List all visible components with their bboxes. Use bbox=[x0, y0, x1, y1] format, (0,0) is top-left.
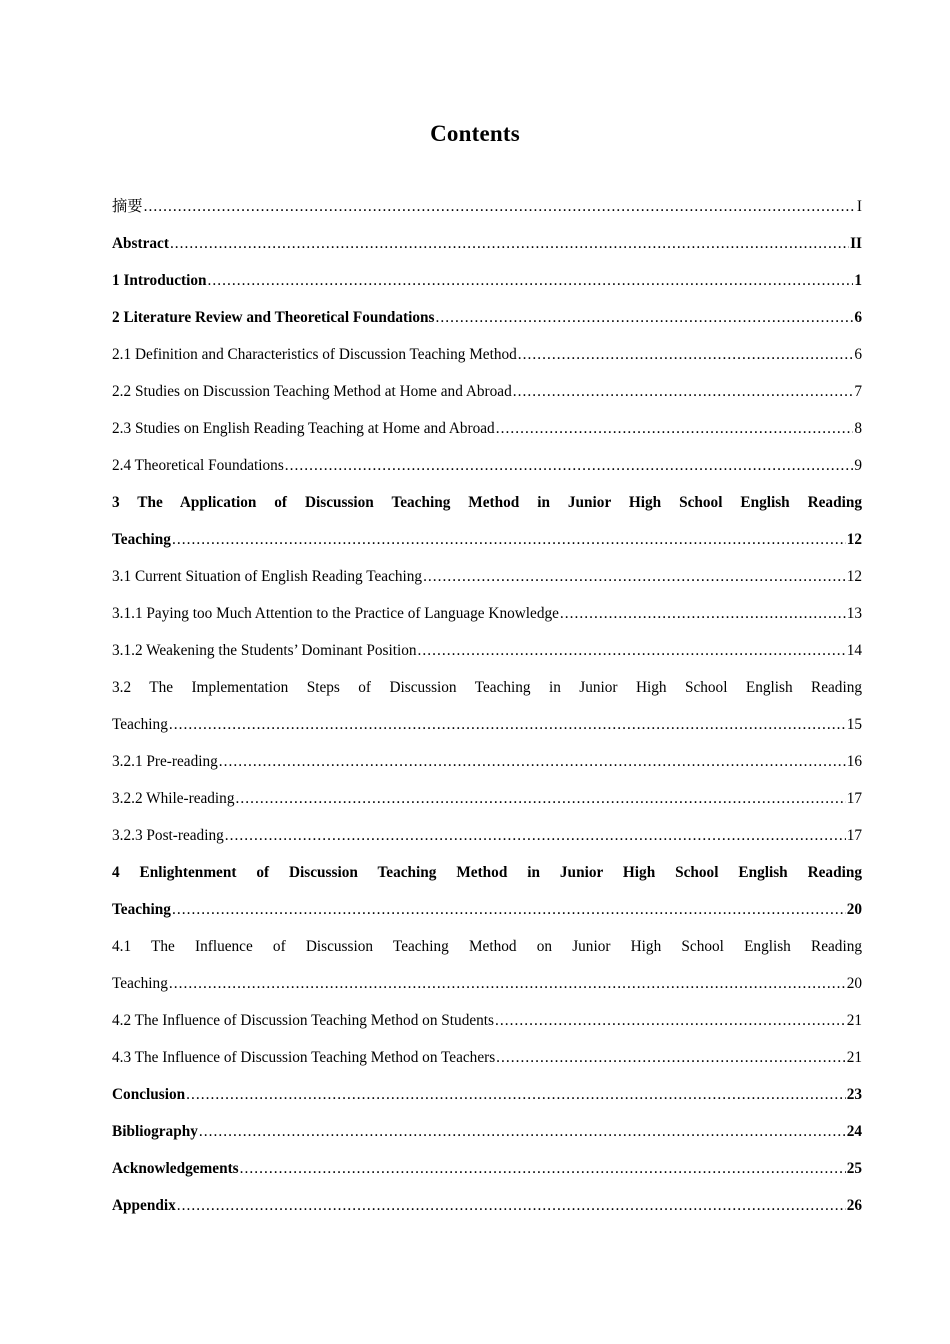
toc-entry-row bbox=[112, 447, 862, 484]
toc-entry-label: 3.2.2 While-reading bbox=[112, 790, 235, 807]
toc-entry-label: 2.2 Studies on Discussion Teaching Method at Home and Abroad bbox=[112, 383, 512, 400]
toc-entry-line: 4.1 The Influence of Discussion Teaching Method on Junior High School English Reading bbox=[112, 938, 862, 955]
toc-entry-row bbox=[112, 1039, 862, 1076]
toc-page-number: 20 bbox=[846, 901, 862, 918]
dot-leader bbox=[518, 347, 854, 362]
dot-leader bbox=[177, 1198, 846, 1213]
dot-leader bbox=[172, 902, 846, 917]
dot-leader bbox=[418, 643, 846, 658]
toc-page-number: 15 bbox=[846, 716, 862, 733]
toc-entry-label: 2.3 Studies on English Reading Teaching at Home and Abroad bbox=[112, 420, 495, 437]
toc-page-number: 12 bbox=[846, 568, 862, 585]
dot-leader bbox=[199, 1124, 846, 1139]
toc-entry-label: 摘要 bbox=[112, 197, 143, 215]
toc-entry-label: Bibliography bbox=[112, 1123, 198, 1140]
toc-entry-s3-1-1[interactable] bbox=[112, 595, 862, 632]
toc-entry-label: Conclusion bbox=[112, 1086, 186, 1103]
toc-entry-label: 3.1.1 Paying too Much Attention to the Practice of Language Knowledge bbox=[112, 605, 559, 622]
toc-entry-label: 3.2.3 Post-reading bbox=[112, 827, 224, 844]
toc-page-number: 12 bbox=[846, 531, 862, 548]
toc-entry-bibliography[interactable] bbox=[112, 1113, 862, 1150]
dot-leader bbox=[235, 791, 845, 806]
toc-entry-label: Abstract bbox=[112, 235, 169, 252]
dot-leader bbox=[285, 458, 854, 473]
toc-page-number: I bbox=[856, 198, 862, 215]
toc-entry-label: 4.3 The Influence of Discussion Teaching Method on Teachers bbox=[112, 1049, 496, 1066]
toc-entry-s2-3[interactable] bbox=[112, 410, 862, 447]
dot-leader bbox=[225, 828, 846, 843]
toc-page-number: 26 bbox=[846, 1197, 862, 1214]
toc-entry-label: 1 Introduction bbox=[112, 272, 207, 289]
toc-entry-label: Teaching bbox=[112, 901, 171, 918]
toc-entry-row bbox=[112, 965, 862, 1002]
toc-entry-label: 3.2.1 Pre-reading bbox=[112, 753, 218, 770]
toc-page-number: 13 bbox=[846, 605, 862, 622]
toc-entry-line: 3.2 The Implementation Steps of Discussion Teaching in Junior High School English Reading bbox=[112, 679, 862, 696]
toc-page-number: 17 bbox=[846, 827, 862, 844]
page-title: Contents bbox=[430, 121, 520, 146]
toc-entry-row bbox=[112, 336, 862, 373]
toc-entry-s3-2-3[interactable] bbox=[112, 817, 862, 854]
toc-entry-ch3[interactable] bbox=[112, 484, 862, 558]
toc-page-number: 17 bbox=[846, 790, 862, 807]
toc-entry-row bbox=[112, 780, 862, 817]
toc-entry-label: Teaching bbox=[112, 975, 168, 992]
toc-entry-s4-1[interactable] bbox=[112, 928, 862, 1002]
toc-entry-row bbox=[112, 1113, 862, 1150]
toc-entry-row bbox=[112, 225, 862, 262]
toc-entry-acknowledgements[interactable] bbox=[112, 1150, 862, 1187]
dot-leader bbox=[144, 199, 856, 214]
toc-entry-row bbox=[112, 299, 862, 336]
toc-entry-abstract-en[interactable] bbox=[112, 225, 862, 262]
dot-leader bbox=[423, 569, 846, 584]
toc-page-number: 9 bbox=[854, 457, 862, 474]
dot-leader bbox=[436, 310, 854, 325]
toc-page-number: 20 bbox=[846, 975, 862, 992]
dot-leader bbox=[170, 236, 849, 251]
toc-page-number: II bbox=[850, 235, 862, 252]
toc-entry-row bbox=[112, 188, 862, 225]
toc-entry-s2-4[interactable] bbox=[112, 447, 862, 484]
toc-page-number: 25 bbox=[846, 1160, 862, 1177]
dot-leader bbox=[495, 1013, 846, 1028]
dot-leader bbox=[513, 384, 854, 399]
dot-leader bbox=[496, 421, 854, 436]
toc-entry-label: 4.2 The Influence of Discussion Teaching Method on Students bbox=[112, 1012, 494, 1029]
dot-leader bbox=[560, 606, 846, 621]
toc-page-number: 6 bbox=[854, 346, 862, 363]
toc-entry-row bbox=[112, 817, 862, 854]
toc-page-number: 24 bbox=[846, 1123, 862, 1140]
toc-entry-label: Acknowledgements bbox=[112, 1160, 239, 1177]
dot-leader bbox=[240, 1161, 846, 1176]
toc-page-number: 21 bbox=[846, 1049, 862, 1066]
toc-entry-label: Appendix bbox=[112, 1197, 176, 1214]
toc-entry-row bbox=[112, 1002, 862, 1039]
toc-page-number: 16 bbox=[846, 753, 862, 770]
toc-entry-row bbox=[112, 558, 862, 595]
toc-entry-appendix[interactable] bbox=[112, 1187, 862, 1224]
toc-page-number: 14 bbox=[846, 642, 862, 659]
toc-entry-row bbox=[112, 521, 862, 558]
toc-entry-s4-3[interactable] bbox=[112, 1039, 862, 1076]
toc-entry-label: 2.1 Definition and Characteristics of Discussion Teaching Method bbox=[112, 346, 517, 363]
toc-entry-label: 2 Literature Review and Theoretical Foundations bbox=[112, 309, 435, 326]
toc-page-number: 23 bbox=[846, 1086, 862, 1103]
toc-page-number: 7 bbox=[854, 383, 862, 400]
toc-entry-row bbox=[112, 1187, 862, 1224]
toc-entry-label: 3.1.2 Weakening the Students’ Dominant Position bbox=[112, 642, 417, 659]
toc-entry-row bbox=[112, 891, 862, 928]
toc-entry-s3-1-2[interactable] bbox=[112, 632, 862, 669]
toc-page-number: 21 bbox=[846, 1012, 862, 1029]
toc-entry-line: 3 The Application of Discussion Teaching Method in Junior High School English Reading bbox=[112, 494, 862, 511]
dot-leader bbox=[496, 1050, 846, 1065]
toc-entry-conclusion[interactable] bbox=[112, 1076, 862, 1113]
dot-leader bbox=[219, 754, 846, 769]
toc-entry-row bbox=[112, 743, 862, 780]
toc-entry-row bbox=[112, 262, 862, 299]
table-of-contents bbox=[112, 188, 862, 1224]
toc-entry-row bbox=[112, 373, 862, 410]
toc-entry-s2-2[interactable] bbox=[112, 373, 862, 410]
toc-entry-label: Teaching bbox=[112, 531, 171, 548]
toc-page-number: 8 bbox=[854, 420, 862, 437]
toc-entry-s3-2-2[interactable] bbox=[112, 780, 862, 817]
toc-entry-label: Teaching bbox=[112, 716, 168, 733]
toc-entry-row bbox=[112, 1076, 862, 1113]
toc-entry-row bbox=[112, 706, 862, 743]
toc-entry-row bbox=[112, 1150, 862, 1187]
toc-entry-abstract-cn[interactable] bbox=[112, 188, 862, 225]
toc-entry-ch4[interactable] bbox=[112, 854, 862, 928]
toc-entry-s3-1[interactable] bbox=[112, 558, 862, 595]
toc-entry-ch1[interactable] bbox=[112, 262, 862, 299]
toc-page-number: 6 bbox=[854, 309, 862, 326]
dot-leader bbox=[172, 532, 846, 547]
toc-entry-row bbox=[112, 410, 862, 447]
toc-entry-label: 2.4 Theoretical Foundations bbox=[112, 457, 284, 474]
dot-leader bbox=[208, 273, 854, 288]
toc-entry-ch2[interactable] bbox=[112, 299, 862, 336]
toc-entry-row bbox=[112, 632, 862, 669]
toc-entry-s2-1[interactable] bbox=[112, 336, 862, 373]
dot-leader bbox=[169, 717, 846, 732]
toc-entry-line: 4 Enlightenment of Discussion Teaching Method in Junior High School English Reading bbox=[112, 864, 862, 881]
toc-entry-s3-2[interactable] bbox=[112, 669, 862, 743]
toc-page-number: 1 bbox=[854, 272, 862, 289]
dot-leader bbox=[186, 1087, 846, 1102]
toc-entry-row bbox=[112, 595, 862, 632]
dot-leader bbox=[169, 976, 846, 991]
toc-entry-s3-2-1[interactable] bbox=[112, 743, 862, 780]
toc-entry-label: 3.1 Current Situation of English Reading Teaching bbox=[112, 568, 423, 585]
toc-entry-s4-2[interactable] bbox=[112, 1002, 862, 1039]
